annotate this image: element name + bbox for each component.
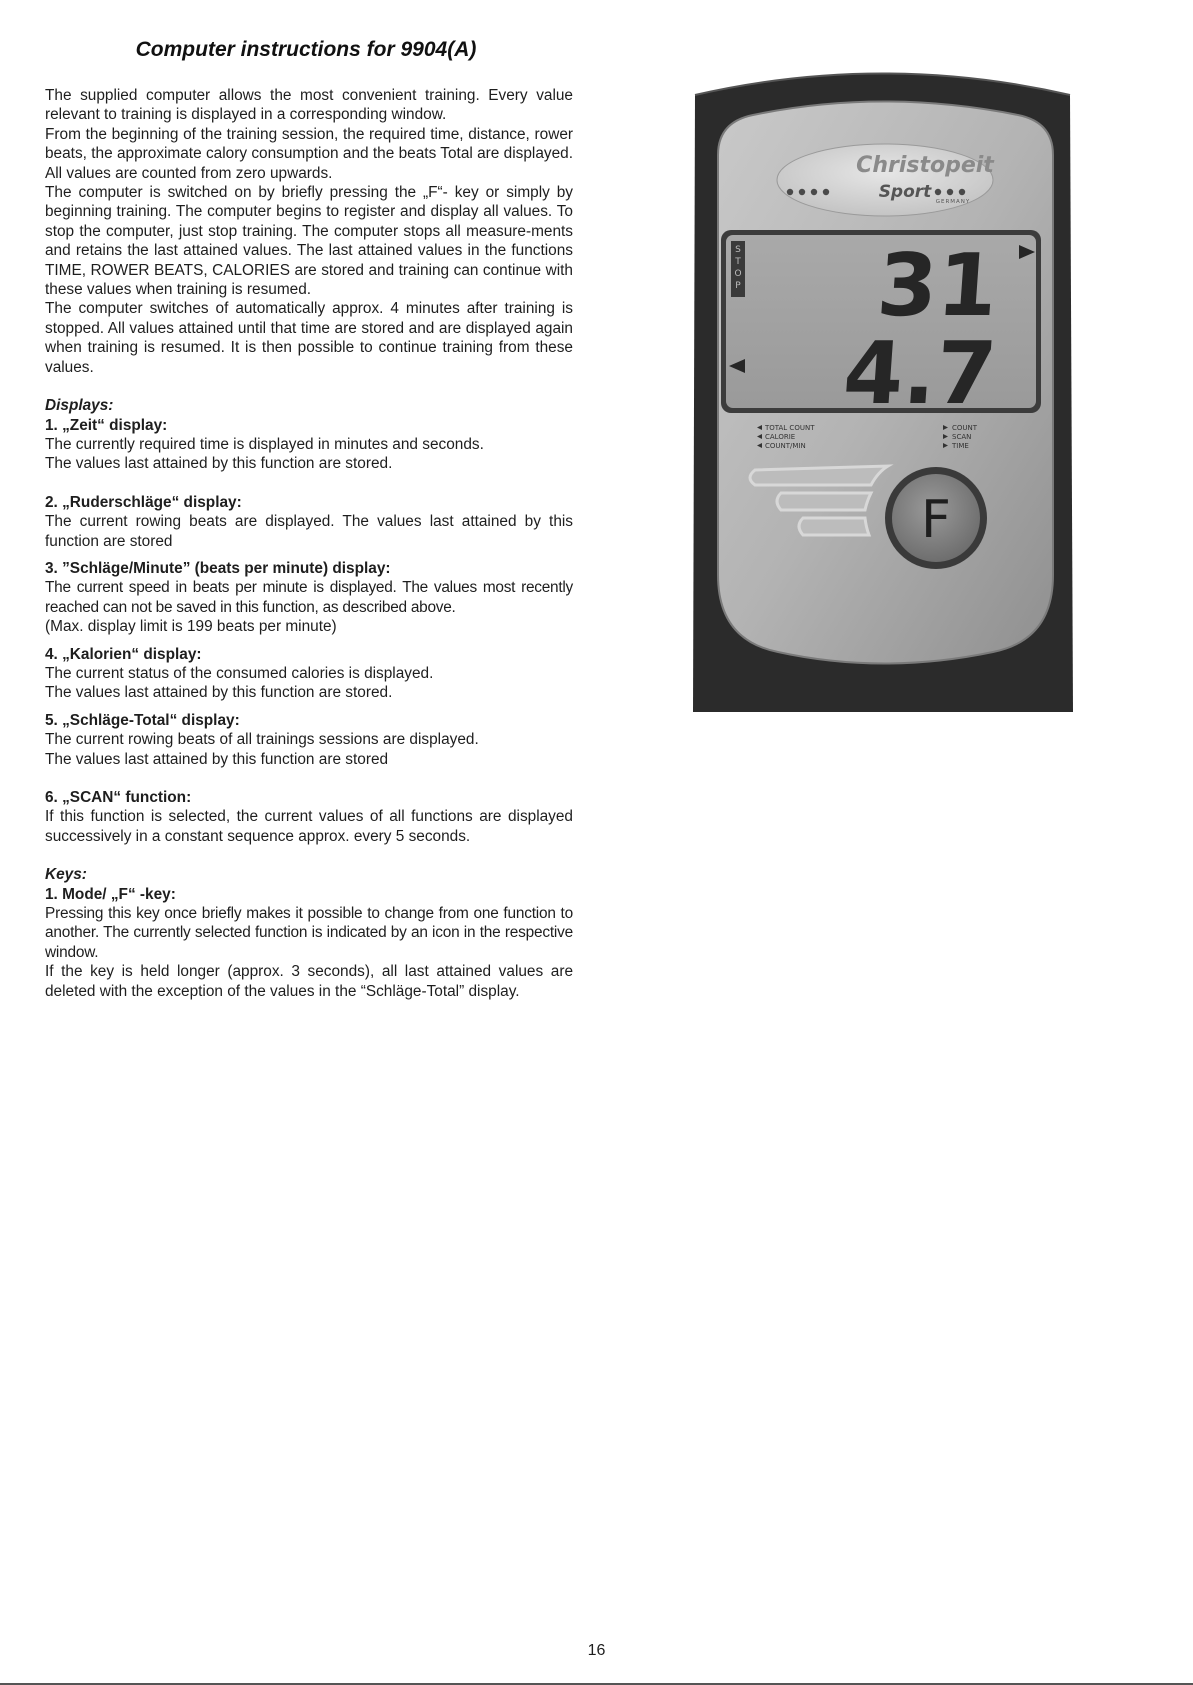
display-item-line: The values last attained by this function are stored <box>45 750 389 768</box>
page-number: 16 <box>587 1642 606 1659</box>
display-item-title: 2. „Ruderschläge“ display: <box>45 493 242 511</box>
text-column <box>45 86 573 1001</box>
intro-paragraph: The supplied computer allows the most convenient training. Every value relevant to training is displayed in a corresponding window. <box>45 87 573 124</box>
lcd-top-value: 31 <box>874 236 1001 336</box>
page-title: Computer instructions for 9904(A) <box>135 38 477 61</box>
svg-text:O: O <box>734 269 742 279</box>
f-key-label: F <box>921 490 951 550</box>
key-item-title: 1. Mode/ „F“ -key: <box>45 885 176 903</box>
display-item-line: The current speed in beats per minute is displayed. The values most recently reached can not be saved in this function, as described above. <box>45 579 573 616</box>
display-item-title: 3. ”Schläge/Minute” (beats per minute) display: <box>45 559 391 577</box>
label-total-count: TOTAL COUNT <box>765 424 815 432</box>
intro-paragraph: The computer is switched on by briefly pressing the „F“- key or simply by beginning training. The computer begins to register and display all values. To stop the computer, just stop training. The computer stops all measure-ments and retains the last attained values. The last attained values in the functions TIME, ROWER BEATS, CALORIES are stored and training can continue with these values when training is resumed. <box>45 184 573 299</box>
intro-paragraph: From the beginning of the training session, the required time, distance, rower beats, the approximate calory consumption and the beats Total are displayed. All values are counted from zero upwards. <box>45 125 573 182</box>
label-count: COUNT <box>952 424 978 432</box>
label-time: TIME <box>952 442 969 450</box>
keys-heading: Keys: <box>45 866 87 884</box>
displays-heading: Displays: <box>45 397 114 415</box>
brand-sub-logo: Sport <box>878 182 932 202</box>
display-item-line: If this function is selected, the current values of all functions are displayed successively in a constant sequence approx. every 5 seconds. <box>45 808 573 845</box>
display-item-line: (Max. display limit is 199 beats per minute) <box>45 618 337 636</box>
lcd-bottom-value: 4.7 <box>840 324 1000 424</box>
display-item-title: 5. „Schläge-Total“ display: <box>45 711 240 729</box>
brand-country: GERMANY <box>935 199 971 205</box>
display-item-line: The values last attained by this function are stored. <box>45 684 393 702</box>
brand-logo: Christopeit <box>856 153 994 178</box>
display-item-title: 1. „Zeit“ display: <box>45 416 168 434</box>
svg-text:P: P <box>735 281 741 291</box>
key-item-line: Pressing this key once briefly makes it possible to change from one function to another. The currently selected function is indicated by an icon in the respective window. <box>45 905 573 961</box>
label-calorie: CALORIE <box>765 433 796 441</box>
label-scan: SCAN <box>952 433 972 441</box>
svg-text:T: T <box>735 257 741 267</box>
intro-paragraph: The computer switches of automatically approx. 4 minutes after training is stopped. All values attained until that time are stored and are displayed again when training is resumed. It is then possible to continue training from these values. <box>45 300 573 376</box>
computer-console-photo <box>693 60 1078 712</box>
display-item-line: The values last attained by this function are stored. <box>45 455 393 473</box>
svg-text:S: S <box>735 245 741 255</box>
display-item-line: The currently required time is displayed in minutes and seconds. <box>45 435 484 453</box>
display-item-line: The current rowing beats are displayed. The values last attained by this function are stored <box>45 513 573 550</box>
label-count-min: COUNT/MIN <box>765 442 806 450</box>
key-item-line: If the key is held longer (approx. 3 seconds), all last attained values are deleted with the exception of the values in the “Schläge-Total” display. <box>45 963 573 1000</box>
display-item-title: 6. „SCAN“ function: <box>45 789 192 806</box>
display-item-title: 4. „Kalorien“ display: <box>45 645 202 663</box>
display-item-line: The current status of the consumed calories is displayed. <box>45 664 434 682</box>
display-item-line: The current rowing beats of all trainings sessions are displayed. <box>45 731 479 749</box>
